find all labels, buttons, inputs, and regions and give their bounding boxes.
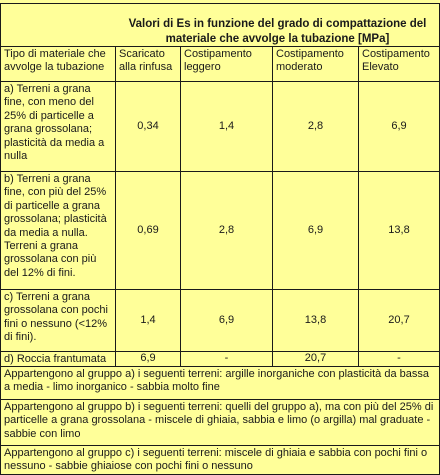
row-a-v2: 1,4	[181, 82, 273, 172]
row-d-v2: -	[181, 352, 273, 367]
row-c-v4: 20,7	[359, 290, 440, 352]
column-header-c4: Costipamento Elevato	[359, 47, 440, 82]
row-c-v3: 13,8	[273, 290, 359, 352]
row-d-label: d) Roccia frantumata	[0, 352, 116, 367]
row-c-v2: 6,9	[181, 290, 273, 352]
title-spacer	[0, 3, 116, 47]
row-b-v4: 13,8	[359, 172, 440, 290]
row-a-v3: 2,8	[273, 82, 359, 172]
row-d-v3: 20,7	[273, 352, 359, 367]
row-a-label: a) Terreni a grana fine, con meno del 25% di particelle a grana grossolana; plasticità da media a nulla	[0, 82, 116, 172]
row-d-v4: -	[359, 352, 440, 367]
row-c-label: c) Terreni a grana grossolana con pochi fini o nessuno (<12% di fini).	[0, 290, 116, 352]
row-a-v4: 6,9	[359, 82, 440, 172]
note-group-b: Appartengono al gruppo b) i seguenti terreni: quelli del gruppo a), ma con più del 25% di particelle a grana grossolana - miscele di ghiaia, sabbia e limo (o argilla) mal graduate - sabbie con limo	[0, 400, 440, 446]
column-header-c2: Costipamento leggero	[181, 47, 273, 82]
note-group-a: Appartengono al gruppo a) i seguenti terreni: argille inorganiche con plasticità da bassa a media - limo inorganico - sabbia molto fine	[0, 367, 440, 400]
row-d-v1: 6,9	[116, 352, 181, 367]
row-b-v3: 6,9	[273, 172, 359, 290]
row-c-v1: 1,4	[116, 290, 181, 352]
row-b-v1: 0,69	[116, 172, 181, 290]
row-b-v2: 2,8	[181, 172, 273, 290]
title-line-2: materiale che avvolge la tubazione [MPa]	[165, 33, 390, 45]
column-header-c1: Scaricato alla rinfusa	[116, 47, 181, 82]
note-group-c: Appartengono al gruppo c) i seguenti terreni: miscele di ghiaia e sabbia con pochi fini o nessuno - sabbie ghiaiose con pochi fini o nessuno	[0, 446, 440, 475]
table-title	[116, 3, 440, 47]
row-a-v1: 0,34	[116, 82, 181, 172]
column-header-c3: Costipamento moderato	[273, 47, 359, 82]
column-header-material: Tipo di materiale che avvolge la tubazione	[0, 47, 116, 82]
row-b-label: b) Terreni a grana fine, con più del 25% di particelle a grana grossolana; plasticità da media a nulla. Terreni a grana grossolana con più del 12% di fini.	[0, 172, 116, 290]
title-line-1: Valori di Es in funzione del grado di compattazione del	[128, 18, 427, 30]
